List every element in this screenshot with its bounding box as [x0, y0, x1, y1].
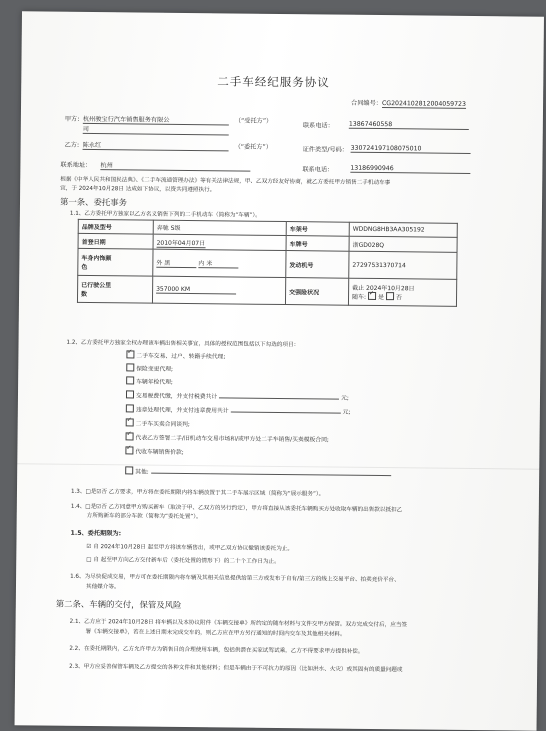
clause-1-5-title: 1.5、委托期限为:	[70, 529, 122, 538]
clause-1-6-cont: 其他媒介等。	[85, 583, 120, 591]
attach-no-checkbox[interactable]	[386, 292, 394, 300]
intro-line-2: 宜，于 2024年10月28日 达成如下协议，以资共同遵照执行。	[60, 185, 216, 194]
plate-label: 车牌号	[286, 236, 349, 252]
option-checkbox[interactable]	[126, 376, 134, 384]
id-number: 330724197108075010	[351, 145, 471, 154]
id-label: 证件类型/号码：	[302, 146, 349, 154]
option-item: ✓代表乙方签署二手/旧机动车交易市场和/或甲方处二手车销售/买卖模板合同;	[126, 432, 329, 443]
vin-label: 车架号	[286, 222, 349, 237]
clause-1-3: 1.3、□是☑否 乙方要求，甲方将在委托期限内将车辆放置于其二手车展示区域（简称为“展示服务”）。	[70, 488, 325, 498]
color-value: 外 黑 内 米	[153, 249, 286, 277]
option-checkbox[interactable]	[126, 418, 134, 426]
clause-1-4: 1.4、□是☑否 乙方同意甲方购买新车（取决于甲、乙双方的另行约定），甲方将直接从该委托车辆购买方处收取车辆的出售款以抵扣乙	[70, 503, 403, 514]
option-checkbox[interactable]	[126, 432, 134, 440]
option-checkbox[interactable]	[126, 390, 134, 398]
option-item: ✓二手车买卖合同谈判;	[126, 418, 190, 428]
address: 杭州	[100, 160, 250, 172]
brand-value: 奔驰 S级	[153, 220, 286, 235]
engine-label: 发动机号	[286, 251, 349, 279]
party-a-phone-label: 联系电话：	[302, 122, 334, 130]
contract-number: 合同编号：CG2024102812004059723	[351, 99, 466, 108]
clause-1-1: 1.1、乙方委托甲方独家以乙方名义销售下列的二手机动车（简称为“车辆”）。	[69, 210, 261, 219]
insurance-label: 交强险状况	[285, 278, 348, 306]
option-checkbox[interactable]	[125, 446, 133, 454]
clause-2-1: 2.1、乙方应于 2024年10月28日 将车辆以及本协议附件《车辆交接单》所约定的随车材料与文件交甲方保管。双方完成交付后，应当签	[69, 618, 408, 629]
party-b-role: （“委托方”）	[234, 143, 272, 151]
party-b-name: 陈永红	[83, 140, 229, 152]
party-a-name-cont: 司	[83, 124, 229, 136]
insurance-value: 截止 2024年10月28日 随车: ✓ 是 否	[348, 278, 456, 306]
clause-1-2: 1.2、乙方委托甲方独家全权办理该车辆出售相关事宜，具体的授权范围包括以下勾选的项目：	[66, 339, 300, 349]
option-item: 车辆年检代理;	[126, 376, 173, 385]
article-2-title: 第二条、车辆的交付，保管及风险	[55, 598, 182, 610]
option-item: ✓代收车辆销售价款;	[125, 446, 183, 456]
mileage-value: 357000 KM	[152, 276, 285, 304]
contract-page	[15, 11, 544, 730]
option-checkbox[interactable]	[126, 350, 134, 358]
option-checkbox[interactable]	[126, 363, 134, 371]
clause-1-6: 1.6、为尽快促成交易，甲方可在委托期限内将车辆及其相关信息提供给第三方或发布于自有/第三方的线上交易平台、拍卖竞价平台、	[70, 573, 400, 584]
term-option-2: □ 自 起至甲方向乙方交付新车后（委托处置的情形下）的二十个工作日为止。	[86, 556, 280, 565]
clause-2-1-cont: 署《车辆交接单》，若在上述日期未完成交车的，则乙方应在甲方另行通知的时间内交车及其他相关材料。	[85, 628, 346, 638]
reg-date-value: 2010年04月07日	[153, 234, 286, 250]
mileage-label: 已行驶公里 数	[77, 275, 152, 303]
party-b-label: 乙方:	[64, 141, 80, 149]
party-a-label: 甲方:	[64, 115, 80, 123]
page-title: 二手车经纪服务协议	[217, 74, 330, 90]
color-label: 车身内饰颜 色	[78, 248, 153, 276]
brand-label: 品牌及型号	[78, 219, 153, 234]
vehicle-table	[77, 219, 458, 307]
option-item: 其他:	[125, 466, 391, 478]
plate-value: 浙GD028Q	[349, 236, 457, 252]
party-b-phone-label: 联系电话：	[302, 166, 334, 174]
article-1-title: 第一条、委托事务	[59, 196, 128, 208]
attach-yes-checkbox[interactable]	[368, 292, 376, 300]
option-item: ✓二手车交易、过户、转籍手续代理;	[126, 350, 225, 360]
term-option-1: ☑ 自 2024年10月28日 起至甲方将该车辆售出，或甲乙双方协议撤销该委托为止。	[86, 543, 294, 553]
party-b-phone: 13186990946	[350, 165, 470, 174]
option-item: 交易税费代缴，并支付税费共计 元;	[126, 390, 349, 401]
reg-date-label: 首登日期	[78, 233, 153, 249]
clause-2-2: 2.2、在委托期限内，乙方允许甲方为销售目的合理使用车辆，包括供潜在买家试驾试乘，乙方不得要求甲方提供补偿。	[69, 645, 364, 655]
party-a-phone: 13867460558	[349, 121, 469, 130]
option-checkbox[interactable]	[125, 466, 133, 474]
intro-line-1: 根据《中华人民共和国民法典》、《二手车流通管理办法》等有关法律法规，甲、乙双方经友好协商，就乙方委托甲方销售二手机动车事	[60, 176, 391, 187]
option-checkbox[interactable]	[126, 404, 134, 412]
vin-value: WDDNG8HB3AA305192	[349, 222, 457, 237]
address-label: 联系地址：	[60, 161, 92, 170]
option-item: 违章处理代理，并支付违章费用共计 元;	[126, 404, 351, 415]
engine-value: 27297531370714	[349, 251, 457, 279]
clause-2-3: 2.3、甲方应妥善保管车辆及乙方提交的各种文件和其他材料；但是车辆由于不可抗力的原因（比如洪水、火灾）或其固有的质量问题或	[69, 663, 403, 674]
clause-1-4-cont: 方所购新车的部分车款（简称为“委托处置”）。	[86, 512, 202, 521]
party-a-role: （“受托方”）	[234, 117, 273, 125]
party-a-name: 杭州骏宝行汽车销售服务有限公	[83, 114, 229, 126]
option-item: 保险变更代理;	[126, 363, 173, 372]
